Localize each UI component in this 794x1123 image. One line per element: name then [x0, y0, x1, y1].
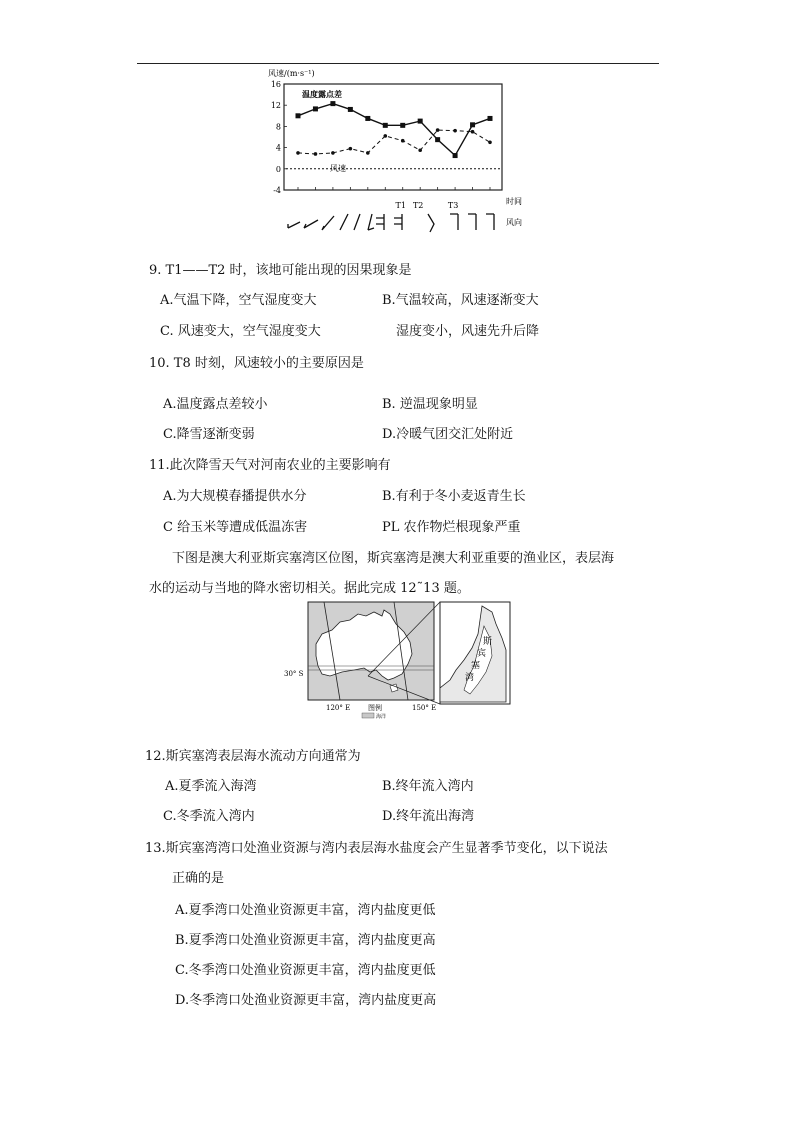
q13-stem: 13.斯宾塞湾湾口处渔业资源与湾内表层海水盐度会产生显著季节变化，以下说法 — [145, 841, 608, 856]
wind-barb — [368, 214, 374, 230]
lon-120-label: 120° E — [326, 704, 351, 712]
y-tick-label: 4 — [275, 143, 281, 153]
q10-option-a: A.温度露点差较小 — [163, 397, 268, 412]
wind-barb — [376, 214, 384, 230]
wind-barb — [394, 214, 402, 230]
series-dashed-point — [418, 148, 422, 152]
y-tick-label: -4 — [273, 186, 281, 195]
series-dashed-point — [349, 147, 353, 151]
wind-barb — [288, 222, 300, 228]
inset-label-3: 塞 — [471, 661, 481, 671]
series-dashed-point — [436, 128, 440, 132]
q9-option-d: 湿度变小，风速先升后降 — [396, 324, 540, 339]
x-marker-label: T3 — [447, 201, 459, 210]
series-label-wind: 风速 — [330, 164, 346, 173]
q13-option-d: D.冬季湾口处渔业资源更丰富，湾内盐度更高 — [175, 993, 437, 1008]
q12-option-c: C.冬季流入湾内 — [163, 809, 255, 824]
q9-option-a: A.气温下降，空气湿度变大 — [160, 293, 317, 308]
q11-option-c: C 给玉米等遭成低温冻害 — [163, 520, 308, 535]
q9-option-b: B.气温较高，风速逐渐变大 — [382, 293, 539, 308]
series-dewpoint-point — [383, 123, 388, 128]
series-dewpoint-point — [488, 116, 493, 121]
q10-option-b: B. 逆温现象明显 — [382, 397, 478, 412]
q13-stem-cont: 正确的是 — [172, 871, 225, 886]
series-dewpoint-point — [453, 153, 458, 158]
series-dewpoint-point — [313, 106, 318, 111]
q11-option-a: A.为大规模春播提供水分 — [163, 489, 307, 504]
series-dashed-line — [298, 130, 490, 154]
wind-barb — [340, 214, 348, 230]
x-marker-label: T1 — [395, 201, 406, 210]
series-dashed-point — [453, 129, 457, 133]
wind-direction-label: 风向 — [506, 218, 522, 227]
x-axis-label: 时间 — [506, 197, 522, 206]
legend-swatch — [362, 713, 374, 718]
q13-option-c: C.冬季湾口处渔业资源更丰富，湾内盐度更低 — [175, 963, 436, 978]
inset-label-2: 宾 — [477, 649, 487, 659]
q13-option-b: B.夏季湾口处渔业资源更丰富，湾内盐度更高 — [175, 933, 436, 948]
series-dewpoint-line — [298, 104, 490, 156]
wind-barb — [354, 214, 360, 230]
q11-stem: 11.此次降雪天气对河南农业的主要影响有 — [149, 458, 391, 473]
y-tick-label: 8 — [275, 122, 281, 132]
intro-line-2: 水的运动与当地的降水密切相关。据此完成 12˜13 题。 — [149, 581, 470, 596]
inset-label-1: 斯 — [483, 637, 493, 647]
series-dashed-point — [383, 134, 387, 138]
intro-line-1: 下图是澳大利亚斯宾塞湾区位图，斯宾塞湾是澳大利亚重要的渔业区，表层海 — [172, 551, 615, 566]
y-tick-label: 0 — [275, 164, 281, 174]
lon-150-label: 150° E — [412, 704, 437, 712]
series-dewpoint-point — [435, 137, 440, 142]
wind-barb — [322, 216, 334, 230]
series-dashed-point — [471, 130, 475, 134]
header-rule — [137, 63, 659, 64]
series-dewpoint-point — [365, 116, 370, 121]
legend-title: 图例 — [368, 704, 382, 712]
series-dewpoint-point — [470, 122, 475, 127]
series-dashed-point — [314, 152, 318, 156]
x-marker-label: T2 — [412, 201, 424, 210]
q12-option-b: B.终年流入湾内 — [382, 779, 474, 794]
q10-option-c: C.降雪逐渐变弱 — [163, 427, 255, 442]
series-dashed-point — [488, 141, 492, 145]
wind-barb — [468, 214, 476, 230]
series-dewpoint-point — [400, 123, 405, 128]
series-dewpoint-point — [296, 113, 301, 118]
q9-option-c: C. 风速变大，空气湿度变大 — [160, 324, 321, 339]
q9-stem: 9. T1——T2 时，该地可能出现的因果现象是 — [149, 263, 412, 278]
q11-option-d: PL 农作物烂根现象严重 — [382, 520, 521, 535]
inset-label-4: 湾 — [465, 673, 475, 683]
wind-barb — [304, 220, 318, 228]
q12-stem: 12.斯宾塞湾表层海水流动方向通常为 — [145, 749, 361, 764]
wind-barb — [450, 214, 458, 230]
y-axis-label: 风速/(m·s⁻¹) — [268, 69, 315, 78]
series-dashed-point — [296, 151, 300, 155]
wind-barb — [486, 214, 494, 230]
series-label-dewpoint: 温度露点差 — [302, 89, 342, 99]
series-dashed-point — [366, 151, 370, 155]
q11-option-b: B.有利于冬小麦返青生长 — [382, 489, 526, 504]
q12-option-d: D.终年流出海湾 — [382, 809, 475, 824]
plot-frame — [284, 84, 502, 190]
y-tick-label: 16 — [270, 80, 281, 89]
q10-option-d: D.冷暖气团交汇处附近 — [382, 427, 514, 442]
series-dewpoint-point — [348, 107, 353, 112]
q10-stem: 10. T8 时刻，风速较小的主要原因是 — [149, 356, 364, 371]
spencer-gulf-map — [278, 598, 514, 720]
wind-barb — [428, 214, 434, 232]
series-dewpoint-point — [330, 101, 335, 106]
legend-item: 海洋 — [376, 714, 387, 720]
y-tick-label: 12 — [270, 101, 281, 111]
series-dashed-point — [401, 139, 405, 143]
q13-option-a: A.夏季湾口处渔业资源更丰富，湾内盐度更低 — [175, 903, 436, 918]
lat-label: 30° S — [284, 670, 304, 678]
series-dewpoint-point — [418, 119, 423, 124]
wind-chart — [262, 68, 532, 236]
q12-option-a: A.夏季流入海湾 — [165, 779, 257, 794]
series-dashed-point — [331, 151, 335, 155]
